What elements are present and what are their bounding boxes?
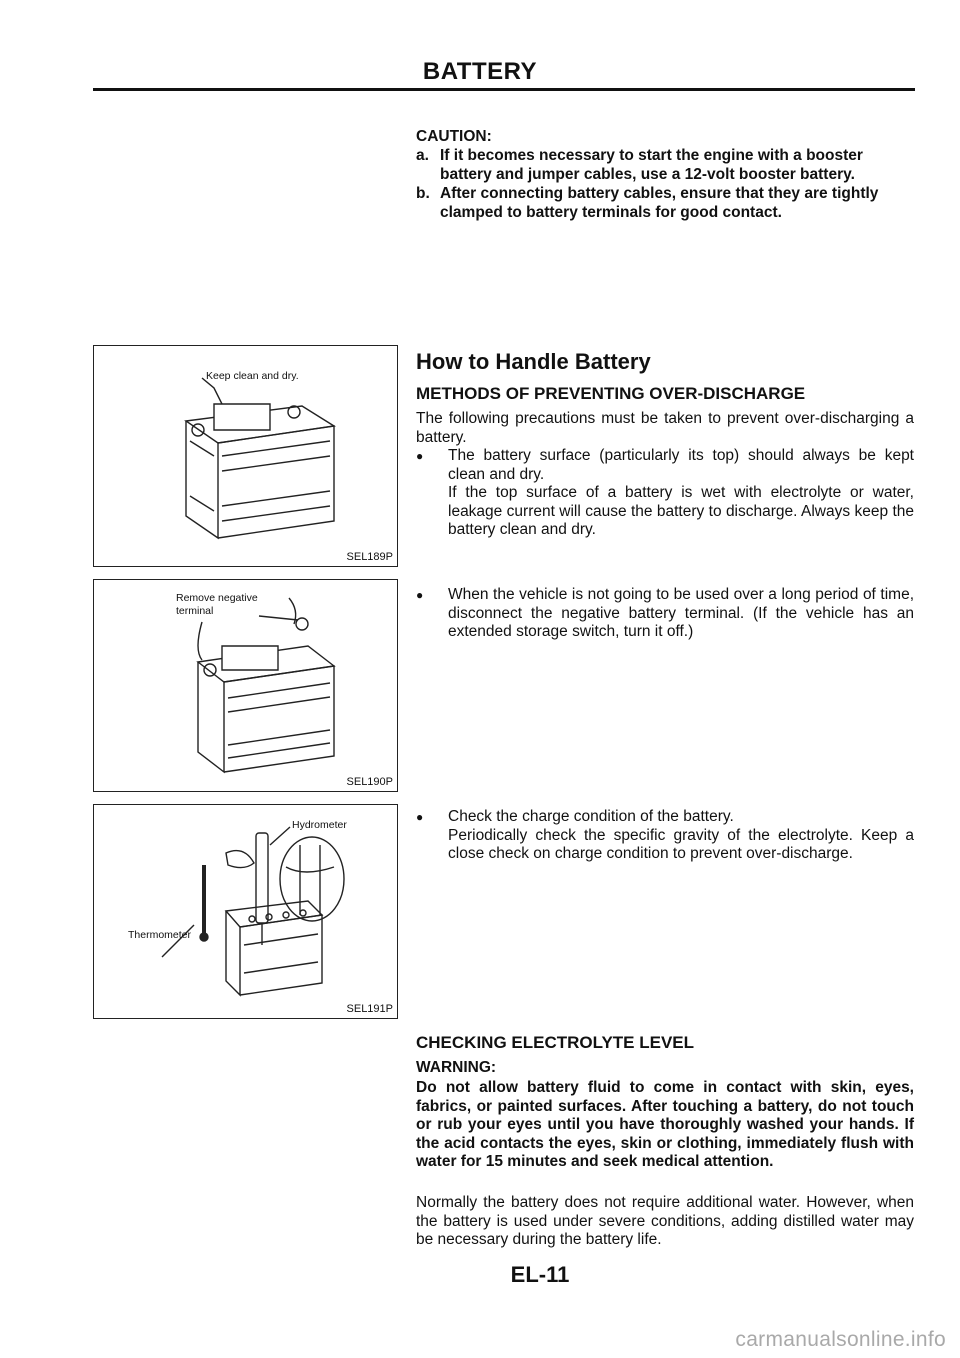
- figure-hydrometer: [93, 804, 398, 1019]
- figure-code: SEL191P: [346, 1003, 393, 1015]
- figure-label: terminal: [176, 605, 214, 617]
- bullet-text: The battery surface (particularly its top) should always be kept clean and dry.: [448, 447, 914, 483]
- subheading-over-discharge: METHODS OF PREVENTING OVER-DISCHARGE: [416, 384, 806, 403]
- caution-heading: CAUTION:: [416, 128, 492, 145]
- electrolyte-body-text: Normally the battery does not require additional water. However, when the battery is used under severe conditions, adding distilled water may be necessary during the battery life.: [416, 1194, 914, 1248]
- caution-block: [416, 127, 914, 222]
- bullet-item-charge: [416, 808, 914, 864]
- figure-keep-clean: [93, 345, 398, 567]
- figure-label-thermometer: Thermometer: [128, 929, 192, 941]
- figure-code: SEL190P: [346, 776, 393, 788]
- caution-item-a: [416, 146, 914, 184]
- battery-terminal-icon: [94, 580, 397, 791]
- figure-remove-negative: [93, 579, 398, 792]
- bullet-dot-icon: ●: [416, 810, 424, 824]
- subheading-electrolyte: CHECKING ELECTROLYTE LEVEL: [416, 1033, 695, 1052]
- hydrometer-icon: [94, 805, 397, 1018]
- bullet-item: [416, 447, 914, 540]
- caution-item-label: a.: [416, 147, 429, 164]
- bullet-extra-text: Periodically check the specific gravity of the electrolyte. Keep a close check on charge condition to prevent over-discharge.: [448, 826, 914, 862]
- bullet-item-disconnect: [416, 586, 914, 642]
- header-rule: [93, 88, 915, 91]
- intro-text: The following precautions must be taken to prevent over-discharging a battery.: [416, 410, 914, 446]
- caution-item-text: After connecting battery cables, ensure that they are tightly clamped to battery terminals for good contact.: [440, 185, 879, 221]
- warning-text: Do not allow battery fluid to come in contact with skin, eyes, fabrics, or painted surfaces. After touching a battery, do not touch or rub your eyes until you have thoroughly washed your hands. If the acid contacts the eyes, skin or clothing, immediately flush with water for 15 minutes and seek medical attention.: [416, 1079, 914, 1170]
- figure-code: SEL189P: [346, 551, 393, 563]
- bullet-dot-icon: ●: [416, 449, 424, 463]
- section-title: How to Handle Battery: [416, 349, 651, 374]
- caution-item-label: b.: [416, 185, 430, 202]
- figure-label-hydrometer: Hydrometer: [292, 819, 347, 831]
- watermark: carmanualsonline.info: [735, 1328, 946, 1351]
- bullet-extra-text: If the top surface of a battery is wet with electrolyte or water, leakage current will cause the battery to discharge. Always keep the battery clean and dry.: [448, 484, 914, 538]
- page-header-title: BATTERY: [422, 58, 538, 85]
- bullet-dot-icon: ●: [416, 588, 424, 602]
- bullet-text: Check the charge condition of the battery.: [448, 808, 734, 825]
- figure-label: Keep clean and dry.: [206, 370, 299, 382]
- caution-item-b: [416, 184, 914, 222]
- bullet-text: When the vehicle is not going to be used over a long period of time, disconnect the negative battery terminal. (If the vehicle has an extended storage switch, turn it off.): [448, 586, 914, 640]
- figure-label: Remove negative: [176, 592, 258, 604]
- warning-heading: WARNING:: [416, 1059, 497, 1076]
- intro-paragraph: [416, 410, 914, 540]
- caution-item-text: If it becomes necessary to start the engine with a booster battery and jumper cables, use a 12-volt booster battery.: [440, 147, 863, 183]
- page-number: EL-11: [510, 1262, 570, 1287]
